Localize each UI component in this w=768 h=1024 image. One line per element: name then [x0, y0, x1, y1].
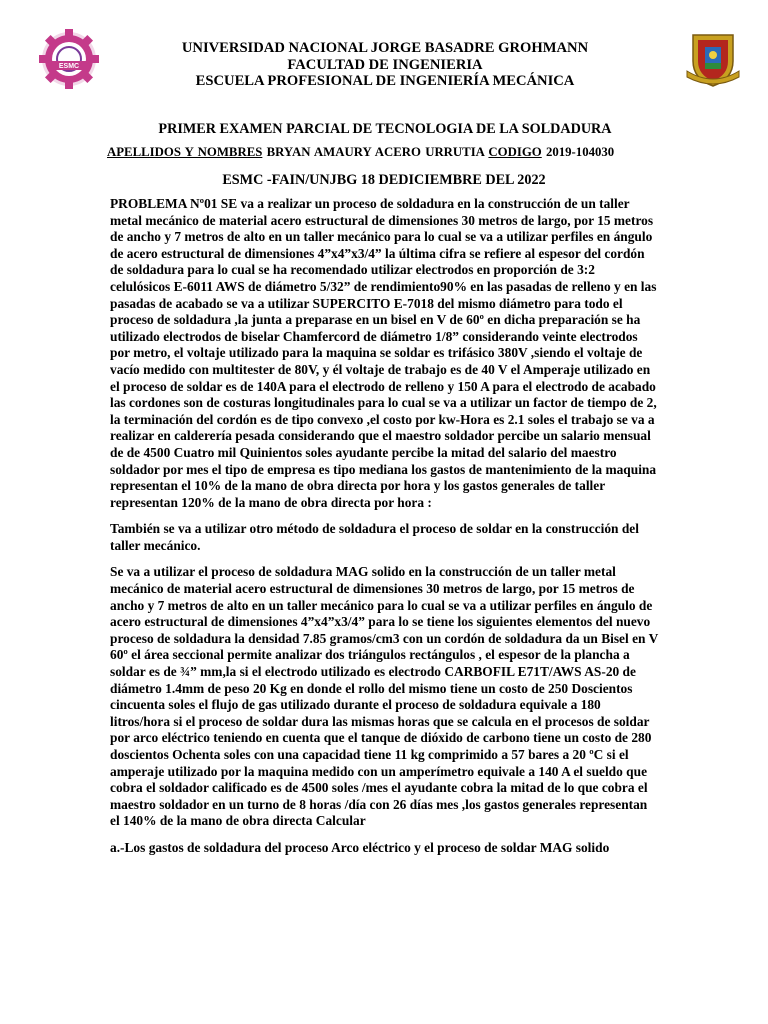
code-label: CODIGO — [488, 145, 542, 159]
problem-paragraph-3: Se va a utilizar el proceso de soldadura MAG solido en la construcción de un taller metal mecánico de material acero estructural de dimensiones 30 metros de largo, por 15 metros de ancho y 7 metros de alto en un taller mecánico para lo cual se va a utilizar perfiles en ángulo de acero estructural de dimensiones 4”x4”x3/4” para lo se tiene los siguientes elementos del nuevo proceso de soldadura la densidad 7.85 gramos/cm3 con un cordón de soldadura da un Bisel en V 60º el área seccional permite analizar dos triángulos rectángulos , el espesor de la plancha a soldar es de ¾” mm,la si el electrodo utilizado es electrodo CARBOFIL E71T/AWS AS-20 de diámetro 1.4mm de peso 20 Kg en donde el rollo del mismo tiene un costo de 250 Doscientos cincuenta soles el flujo de gas utilizado durante el proceso de soldadura equivale a 180 litros/hora si el proceso de soldar dura las mismas horas que se calcula en el procesos de soldar por arco eléctrico teniendo en cuenta que el tanque de dióxido de carbono tiene un costo de 280 doscientos Ochenta soles con una capacidad tiene 11 kg comprimido a 57 bares a 20 ºC si el amperaje utilizado por la maquina medido con un amperímetro equivale a 140 A el sueldo que cobra el soldador calificado es de 4500 soles /mes el ayudante cobra la mitad de lo que cobra el maestro soldador en un turno de 8 horas /día con 26 días mes ,los gastos generales representan el 140% de la mano de obra directa Calcular — [110, 564, 658, 829]
problem-statement — [110, 196, 658, 867]
exam-title: PRIMER EXAMEN PARCIAL DE TECNOLOGIA DE LA SOLDADURA — [158, 121, 612, 137]
university-header — [140, 40, 630, 90]
svg-text:ESMC: ESMC — [58, 63, 80, 70]
name-label: APELLIDOS Y NOMBRES — [107, 145, 263, 159]
faculty-name: FACULTAD DE INGENIERIA — [287, 56, 483, 73]
student-code: 2019-104030 — [545, 145, 615, 159]
esmc-gear-logo-icon — [28, 28, 110, 90]
unjbg-shield-logo-icon — [683, 31, 743, 89]
question-a: a.-Los gastos de soldadura del proceso Arco eléctrico y el proceso de soldar MAG solido — [110, 839, 610, 855]
school-name: ESCUELA PROFESIONAL DE INGENIERÍA MECÁNICA — [195, 73, 575, 89]
date-line: ESMC -FAIN/UNJBG 18 DEDICIEMBRE DEL 2022 — [222, 172, 546, 188]
student-info-line — [107, 145, 667, 160]
university-name: UNIVERSIDAD NACIONAL JORGE BASADRE GROHMANN — [181, 40, 589, 56]
problem-paragraph-1: PROBLEMA Nº01 SE va a realizar un proceso de soldadura en la construcción de un taller metal mecánico de material acero estructural de dimensiones 30 metros de largo, por 15 metros de ancho y 7 metros de alto en un taller mecánico para lo cual se va a utilizar perfiles en ángulo de acero estructural de dimensiones 4”x4”x3/4” la última cifra se refiere al espesor del cordón de soldadura para lo cual se ha recomendado utilizar electrodos en proporción de 3:2 celulósicos E-6011 AWS de diámetro 5/32” de rendimiento90% en las pasadas de relleno y en las pasadas de acabado se va a utilizar SUPERCITO E-7018 del mismo diámetro para todo el proceso de soldadura ,la junta a preparase en un bisel en V de 60º en dicha preparación se ha utilizado electrodos de biselar Chamfercord de diámetro 1/8” considerando veinte electrodos por metro, el voltaje utilizado para la maquina se soldar es trifásico 380V ,siendo el voltaje de vacío medido con multitester de 80V, y él voltaje de trabajo es de 40 V el Amperaje utilizado en el proceso de soldar es de 140A para el electrodo de relleno y 150 A para el electrodo de acabado las cordones son de costuras longitudinales para lo cual se va a utilizar un factor de tiempo de 2, la terminación del cordón es de tipo convexo ,el costo por kw-Hora es 2.1 soles el trabajo se va a realizar en calderería pesada considerando que el maestro soldador percibe un salario mensual de de 4500 Cuatro mil Quinientos soles ayudante percibe la mitad del salario del maestro soldador por mes el tipo de empresa es tipo mediana los gastos de mantenimiento de la maquina representan el 10% de la mano de obra directa por hora y los gastos generales de taller representan 120% de la mano de obra directa por hora : — [110, 196, 657, 510]
student-name: BRYAN AMAURY ACERO URRUTIA — [266, 145, 485, 159]
problem-paragraph-2: También se va a utilizar otro método de soldadura el proceso de soldar en la construcción del taller mecánico. — [110, 521, 639, 553]
